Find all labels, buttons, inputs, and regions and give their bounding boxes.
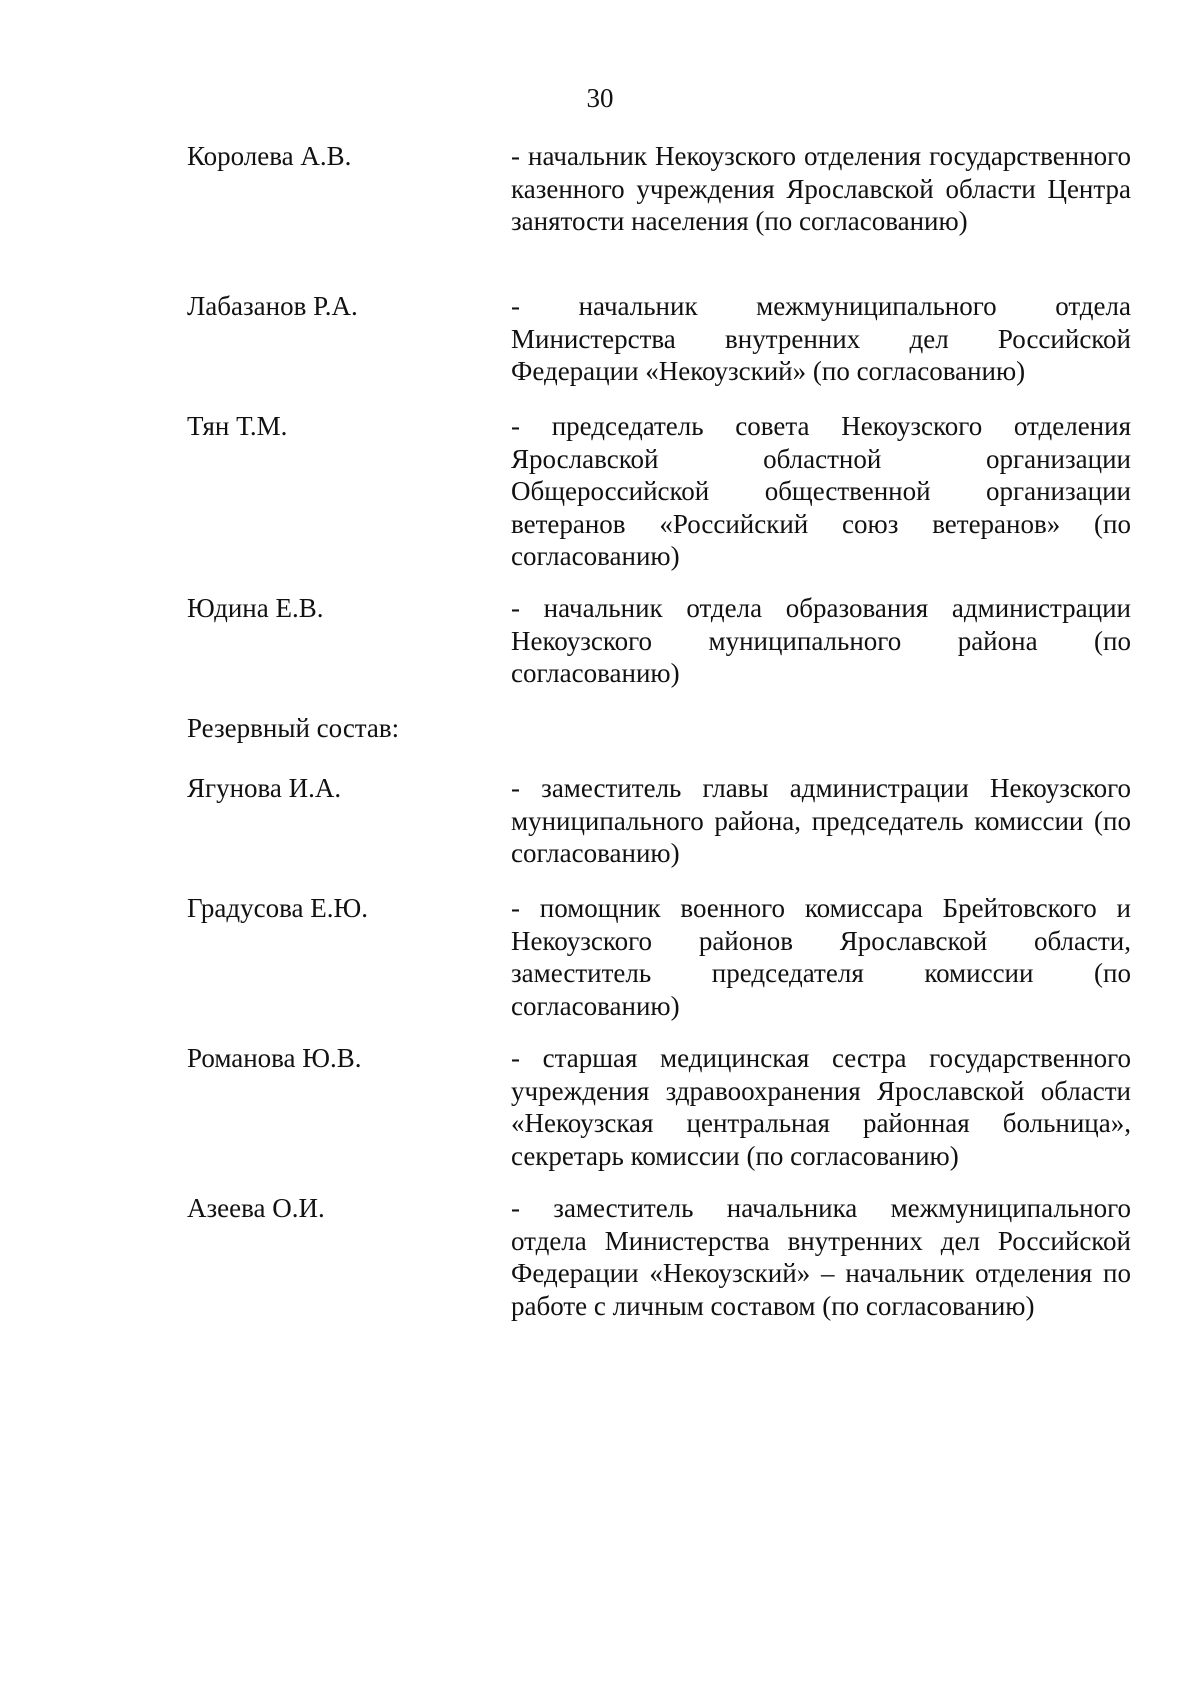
reserve-member-description: - старшая медицинская сестра государственного учреждения здравоохранения Ярославской области «Некоузская центральная районная больница», секретарь комиссии (по согласованию) bbox=[511, 1043, 1131, 1171]
reserve-member-description: - заместитель главы администрации Некоузского муниципального района, председатель комиссии (по согласованию) bbox=[511, 773, 1131, 868]
reserve-member-name: Ягунова И.А. bbox=[187, 773, 342, 803]
reserve-member-name: Азеева О.И. bbox=[187, 1193, 325, 1223]
reserve-heading: Резервный состав: bbox=[187, 713, 400, 743]
page-number: 30 bbox=[586, 83, 614, 113]
member-description: - начальник отдела образования администрации Некоузского муниципального района (по согласованию) bbox=[511, 593, 1131, 688]
member-name: Лабазанов Р.А. bbox=[187, 291, 358, 321]
member-name: Королева А.В. bbox=[187, 141, 352, 171]
member-description: - начальник Некоузского отделения государственного казенного учреждения Ярославской области Центра занятости населения (по согласованию) bbox=[511, 141, 1131, 236]
member-name: Юдина Е.В. bbox=[187, 593, 324, 623]
member-description: - председатель совета Некоузского отделения Ярославской областной организации Общероссийской общественной организации ветеранов «Российский союз ветеранов» (по согласованию) bbox=[511, 411, 1131, 571]
member-description: - начальник межмуниципального отдела Министерства внутренних дел Российской Федерации «Некоузский» (по согласованию) bbox=[511, 291, 1131, 386]
reserve-member-description: - помощник военного комиссара Брейтовского и Некоузского районов Ярославской области, заместитель председателя комиссии (по согласованию) bbox=[511, 893, 1131, 1021]
reserve-member-description: - заместитель начальника межмуниципального отдела Министерства внутренних дел Российской Федерации «Некоузский» – начальник отделения по работе с личным составом (по согласованию) bbox=[511, 1193, 1131, 1321]
reserve-member-name: Романова Ю.В. bbox=[187, 1043, 362, 1073]
member-name: Тян Т.М. bbox=[187, 411, 288, 441]
reserve-member-name: Градусова Е.Ю. bbox=[187, 893, 368, 923]
